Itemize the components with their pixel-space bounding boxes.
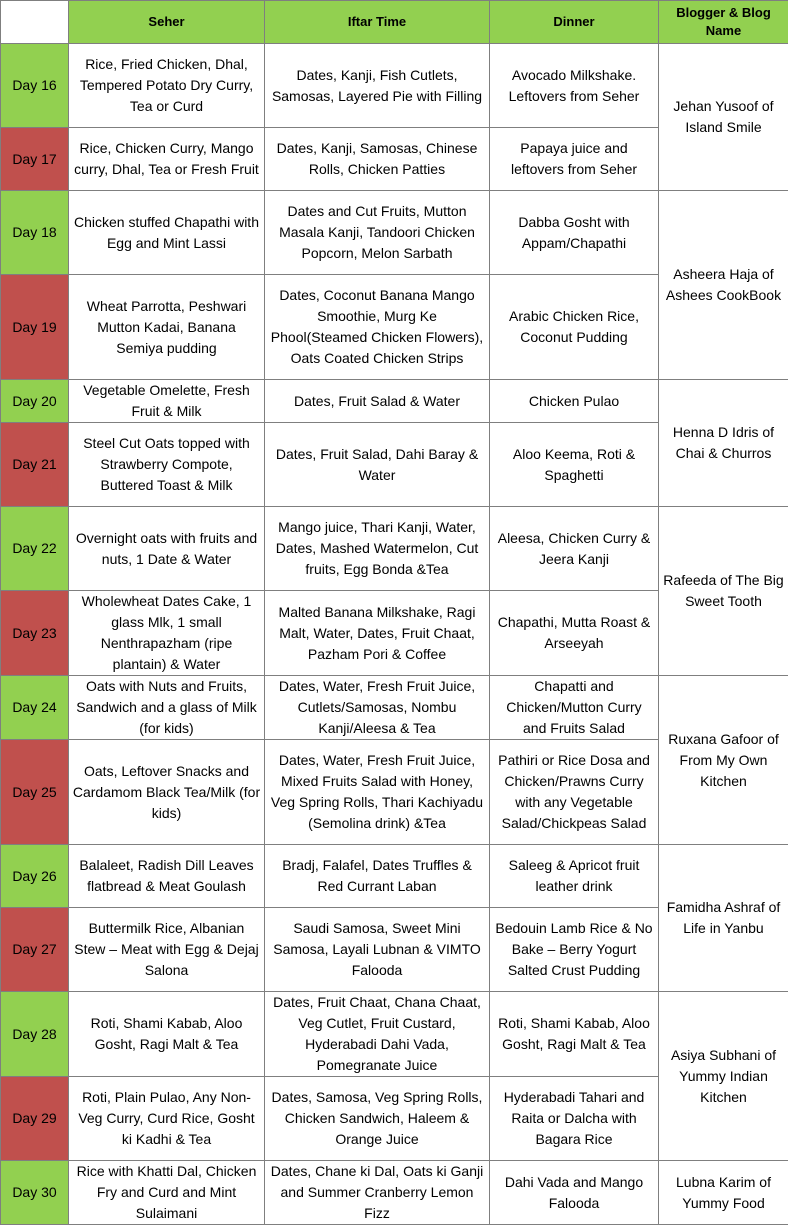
dinner-cell: Chicken Pulao [490,380,659,423]
blogger-cell: Asheera Haja of Ashees CookBook [659,191,788,380]
day-label: Day 27 [1,908,69,992]
blogger-cell: Ruxana Gafoor of From My Own Kitchen [659,676,788,845]
table-row [1,507,788,591]
header-blogger: Blogger & Blog Name [659,1,788,44]
seher-cell: Oats, Leftover Snacks and Cardamom Black Tea/Milk (for kids) [69,740,265,845]
iftar-cell: Dates, Water, Fresh Fruit Juice, Cutlets/Samosas, Nombu Kanji/Aleesa & Tea [265,676,490,740]
header-seher: Seher [69,1,265,44]
seher-cell: Balaleet, Radish Dill Leaves flatbread & Meat Goulash [69,845,265,908]
iftar-cell: Dates, Fruit Chaat, Chana Chaat, Veg Cutlet, Fruit Custard, Hyderabadi Dahi Vada, Pomegranate Juice [265,992,490,1077]
header-corner [1,1,69,44]
day-label: Day 18 [1,191,69,275]
iftar-cell: Dates, Fruit Salad & Water [265,380,490,423]
dinner-cell: Aleesa, Chicken Curry & Jeera Kanji [490,507,659,591]
blogger-cell: Famidha Ashraf of Life in Yanbu [659,845,788,992]
iftar-cell: Dates and Cut Fruits, Mutton Masala Kanji, Tandoori Chicken Popcorn, Melon Sarbath [265,191,490,275]
iftar-cell: Bradj, Falafel, Dates Truffles & Red Currant Laban [265,845,490,908]
dinner-cell: Saleeg & Apricot fruit leather drink [490,845,659,908]
blogger-cell: Jehan Yusoof of Island Smile [659,44,788,191]
day-label: Day 19 [1,275,69,380]
blogger-cell: Asiya Subhani of Yummy Indian Kitchen [659,992,788,1161]
iftar-cell: Dates, Chane ki Dal, Oats ki Ganji and Summer Cranberry Lemon Fizz [265,1161,490,1225]
table-row [1,845,788,908]
seher-cell: Rice, Fried Chicken, Dhal, Tempered Potato Dry Curry, Tea or Curd [69,44,265,128]
header-row [1,1,788,44]
iftar-cell: Mango juice, Thari Kanji, Water, Dates, Mashed Watermelon, Cut fruits, Egg Bonda &Tea [265,507,490,591]
seher-cell: Buttermilk Rice, Albanian Stew – Meat with Egg & Dejaj Salona [69,908,265,992]
iftar-cell: Dates, Kanji, Fish Cutlets, Samosas, Layered Pie with Filling [265,44,490,128]
day-label: Day 22 [1,507,69,591]
day-label: Day 28 [1,992,69,1077]
table-row [1,1161,788,1225]
iftar-cell: Dates, Samosa, Veg Spring Rolls, Chicken Sandwich, Haleem & Orange Juice [265,1077,490,1161]
table-row [1,676,788,740]
iftar-cell: Saudi Samosa, Sweet Mini Samosa, Layali Lubnan & VIMTO Falooda [265,908,490,992]
dinner-cell: Aloo Keema, Roti & Spaghetti [490,423,659,507]
iftar-cell: Dates, Fruit Salad, Dahi Baray & Water [265,423,490,507]
seher-cell: Steel Cut Oats topped with Strawberry Compote, Buttered Toast & Milk [69,423,265,507]
dinner-cell: Dahi Vada and Mango Falooda [490,1161,659,1225]
seher-cell: Roti, Shami Kabab, Aloo Gosht, Ragi Malt & Tea [69,992,265,1077]
day-label: Day 25 [1,740,69,845]
dinner-cell: Pathiri or Rice Dosa and Chicken/Prawns Curry with any Vegetable Salad/Chickpeas Salad [490,740,659,845]
iftar-cell: Dates, Water, Fresh Fruit Juice, Mixed Fruits Salad with Honey, Veg Spring Rolls, Thari Kachiyadu (Semolina drink) &Tea [265,740,490,845]
day-label: Day 30 [1,1161,69,1225]
header-dinner: Dinner [490,1,659,44]
dinner-cell: Chapatti and Chicken/Mutton Curry and Fruits Salad [490,676,659,740]
seher-cell: Chicken stuffed Chapathi with Egg and Mint Lassi [69,191,265,275]
iftar-cell: Dates, Coconut Banana Mango Smoothie, Murg Ke Phool(Steamed Chicken Flowers), Oats Coated Chicken Strips [265,275,490,380]
seher-cell: Oats with Nuts and Fruits, Sandwich and a glass of Milk (for kids) [69,676,265,740]
day-label: Day 23 [1,591,69,676]
dinner-cell: Papaya juice and leftovers from Seher [490,128,659,191]
blogger-cell: Lubna Karim of Yummy Food [659,1161,788,1225]
seher-cell: Wholewheat Dates Cake, 1 glass Mlk, 1 small Nenthrapazham (ripe plantain) & Water [69,591,265,676]
day-label: Day 17 [1,128,69,191]
dinner-cell: Hyderabadi Tahari and Raita or Dalcha with Bagara Rice [490,1077,659,1161]
seher-cell: Rice, Chicken Curry, Mango curry, Dhal, Tea or Fresh Fruit [69,128,265,191]
seher-cell: Roti, Plain Pulao, Any Non-Veg Curry, Curd Rice, Gosht ki Kadhi & Tea [69,1077,265,1161]
day-label: Day 29 [1,1077,69,1161]
blogger-cell: Rafeeda of The Big Sweet Tooth [659,507,788,676]
table-row [1,44,788,128]
day-label: Day 24 [1,676,69,740]
seher-cell: Wheat Parrotta, Peshwari Mutton Kadai, Banana Semiya pudding [69,275,265,380]
table-row [1,191,788,275]
dinner-cell: Roti, Shami Kabab, Aloo Gosht, Ragi Malt & Tea [490,992,659,1077]
seher-cell: Rice with Khatti Dal, Chicken Fry and Curd and Mint Sulaimani [69,1161,265,1225]
table-row [1,380,788,423]
dinner-cell: Dabba Gosht with Appam/Chapathi [490,191,659,275]
day-label: Day 21 [1,423,69,507]
dinner-cell: Chapathi, Mutta Roast & Arseeyah [490,591,659,676]
dinner-cell: Bedouin Lamb Rice & No Bake – Berry Yogurt Salted Crust Pudding [490,908,659,992]
header-iftar: Iftar Time [265,1,490,44]
iftar-cell: Malted Banana Milkshake, Ragi Malt, Water, Dates, Fruit Chaat, Pazham Pori & Coffee [265,591,490,676]
day-label: Day 16 [1,44,69,128]
seher-cell: Overnight oats with fruits and nuts, 1 Date & Water [69,507,265,591]
table-row [1,992,788,1077]
seher-cell: Vegetable Omelette, Fresh Fruit & Milk [69,380,265,423]
dinner-cell: Avocado Milkshake. Leftovers from Seher [490,44,659,128]
dinner-cell: Arabic Chicken Rice, Coconut Pudding [490,275,659,380]
blogger-cell: Henna D Idris of Chai & Churros [659,380,788,507]
day-label: Day 20 [1,380,69,423]
iftar-cell: Dates, Kanji, Samosas, Chinese Rolls, Chicken Patties [265,128,490,191]
day-label: Day 26 [1,845,69,908]
